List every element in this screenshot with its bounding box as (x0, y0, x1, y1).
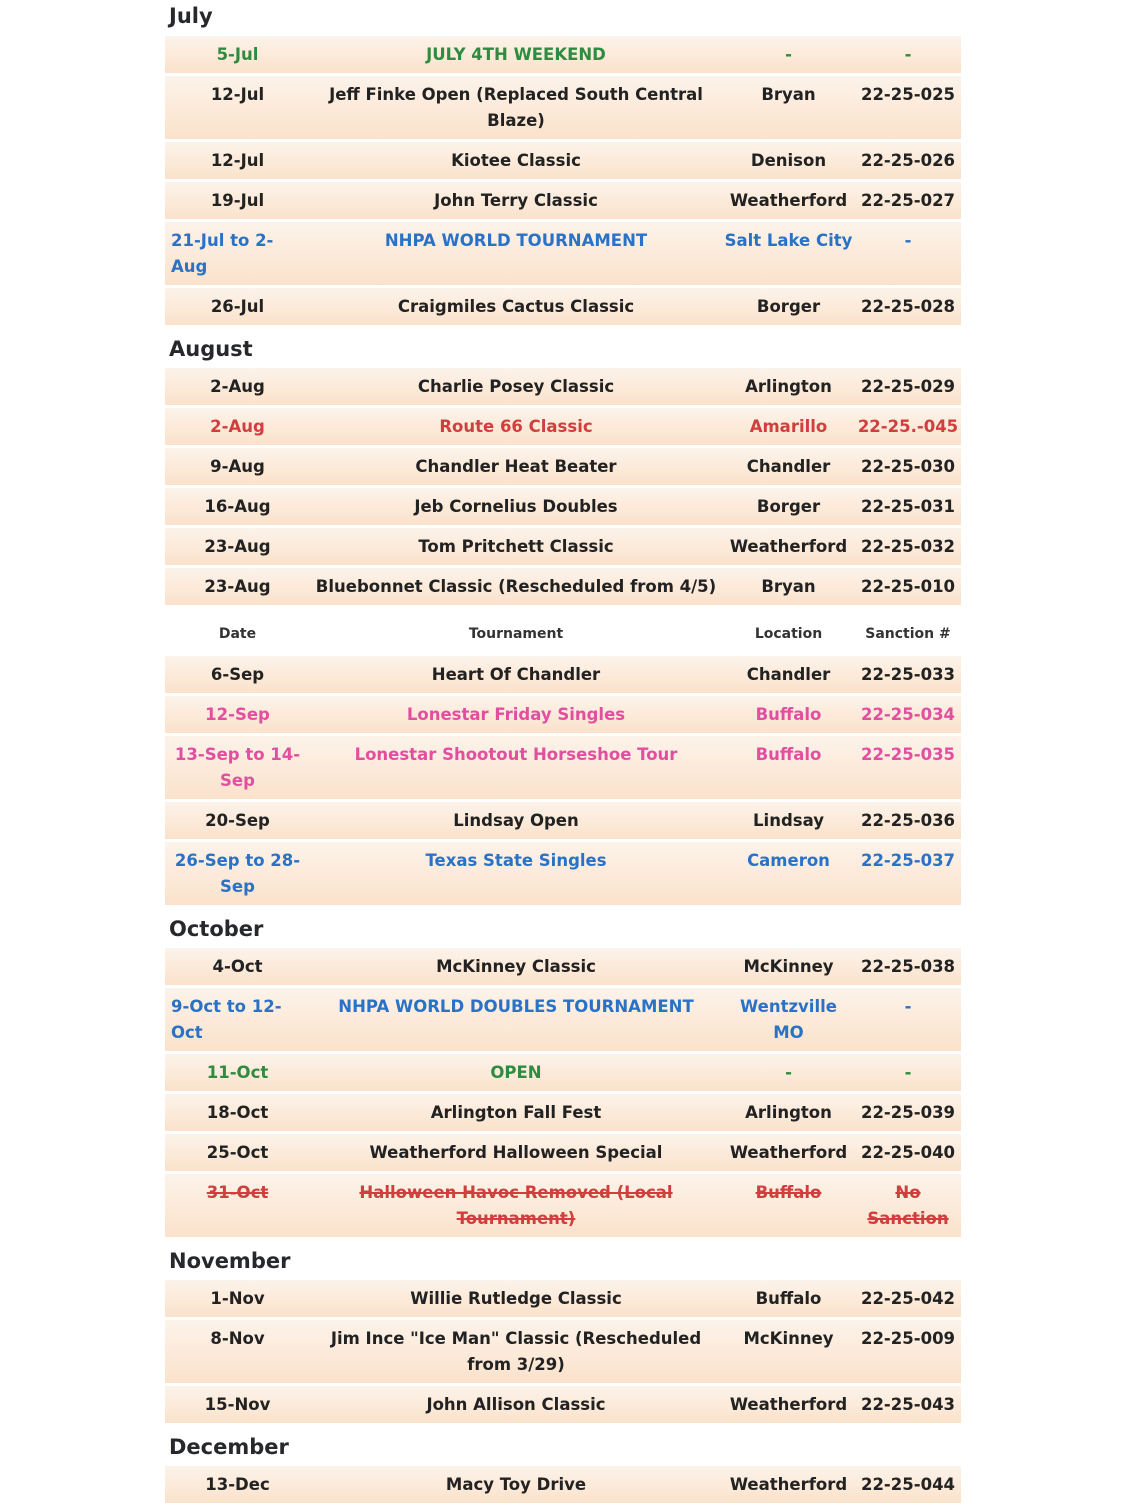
date-cell: 12-Jul (210, 85, 265, 104)
tournament-cell: Chandler Heat Beater (415, 457, 617, 476)
location-cell: Lindsay (753, 811, 824, 830)
sanction-cell: 22-25-033 (860, 665, 956, 684)
tournament-cell: NHPA WORLD TOURNAMENT (384, 231, 648, 250)
sanction-cell: 22-25-036 (860, 811, 956, 830)
section-gap (165, 1506, 961, 1510)
sanction-cell: - (904, 1063, 912, 1082)
tournament-cell: Jeb Cornelius Doubles (414, 497, 618, 516)
tournament-cell: Lindsay Open (453, 811, 579, 830)
schedule-row (165, 222, 961, 285)
tournament-cell: Tom Pritchett Classic (418, 537, 614, 556)
tournament-cell: OPEN (490, 1063, 542, 1082)
tournament-cell: Arlington Fall Fest (430, 1103, 602, 1122)
column-header-row (165, 612, 961, 656)
location-cell: - (785, 45, 792, 64)
date-cell: 9-Aug (210, 457, 265, 476)
date-cell: 11-Oct (206, 1063, 269, 1082)
date-cell: 13-Dec (205, 1475, 270, 1494)
location-cell: Chandler (746, 457, 831, 476)
date-cell: 23-Aug (204, 537, 271, 556)
location-cell: Buffalo (755, 745, 822, 764)
sanction-cell: - (904, 45, 912, 64)
schedule-row (165, 448, 961, 485)
schedule-row (165, 488, 961, 525)
date-cell: 9-Oct to 12-Oct (171, 997, 282, 1042)
schedule-row (165, 1280, 961, 1317)
schedule-row (165, 1466, 961, 1503)
location-cell: Bryan (761, 577, 816, 596)
schedule-row (165, 142, 961, 179)
location-cell: - (785, 1063, 792, 1082)
schedule-row (165, 696, 961, 733)
sanction-cell: 22-25-010 (860, 577, 956, 596)
schedule-row (165, 36, 961, 73)
tournament-cell: John Allison Classic (426, 1395, 606, 1414)
schedule-row (165, 568, 961, 605)
month-heading: October (169, 917, 264, 941)
date-cell: 23-Aug (204, 577, 271, 596)
tournament-cell: Lonestar Shootout Horseshoe Tour (354, 745, 678, 764)
date-cell: 21-Jul to 2-Aug (171, 231, 274, 276)
sanction-cell: - (904, 997, 912, 1016)
sanction-cell: 22-25-040 (860, 1143, 956, 1162)
location-cell: Denison (750, 151, 827, 170)
tournament-cell: Halloween Havoc Removed (Local Tournament) (359, 1183, 673, 1228)
date-cell: 6-Sep (210, 665, 265, 684)
date-cell: 2-Aug (210, 377, 265, 396)
schedule-row (165, 1134, 961, 1171)
schedule-row (165, 368, 961, 405)
location-cell: Buffalo (755, 1183, 822, 1202)
schedule-row (165, 802, 961, 839)
location-cell: Borger (756, 497, 821, 516)
schedule-row (165, 1320, 961, 1383)
date-cell: 12-Sep (205, 705, 270, 724)
schedule-row (165, 1054, 961, 1091)
date-cell: 2-Aug (210, 417, 265, 436)
date-cell: 18-Oct (206, 1103, 269, 1122)
location-cell: Weatherford (729, 1143, 848, 1162)
location-cell: Arlington (745, 377, 832, 396)
sanction-cell: 22-25-038 (860, 957, 956, 976)
sanction-cell: 22-25-030 (860, 457, 956, 476)
sanction-cell: 22-25-026 (860, 151, 956, 170)
month-heading: July (169, 4, 213, 28)
date-cell: 8-Nov (210, 1329, 265, 1348)
location-cell: Chandler (746, 665, 831, 684)
schedule-row (165, 288, 961, 325)
date-cell: 15-Nov (204, 1395, 271, 1414)
schedule-row (165, 736, 961, 799)
sanction-cell: 22-25-039 (860, 1103, 956, 1122)
sanction-cell: - (904, 231, 912, 250)
date-cell: 20-Sep (205, 811, 270, 830)
header-sanction: Sanction # (865, 626, 951, 642)
date-cell: 4-Oct (212, 957, 263, 976)
tournament-cell: Charlie Posey Classic (417, 377, 615, 396)
tournament-cell: Lonestar Friday Singles (406, 705, 626, 724)
location-cell: Amarillo (749, 417, 828, 436)
sanction-cell: 22-25.-045 (857, 417, 959, 436)
schedule-row (165, 1094, 961, 1131)
tournament-cell: Weatherford Halloween Special (369, 1143, 663, 1162)
sanction-cell: No Sanction (867, 1183, 949, 1228)
schedule-row (165, 1386, 961, 1423)
location-cell: Salt Lake City (724, 231, 853, 250)
schedule-row (165, 408, 961, 445)
sanction-cell: 22-25-044 (860, 1475, 956, 1494)
schedule-row (165, 76, 961, 139)
schedule-row (165, 842, 961, 905)
tournament-cell: Heart Of Chandler (431, 665, 601, 684)
month-heading: August (169, 337, 253, 361)
tournament-cell: Macy Toy Drive (445, 1475, 587, 1494)
date-cell: 16-Aug (204, 497, 271, 516)
schedule-row (165, 656, 961, 693)
location-cell: McKinney (743, 1329, 834, 1348)
header-tournament: Tournament (468, 626, 564, 642)
tournament-cell: Jim Ince "Ice Man" Classic (Rescheduled from 3/29) (330, 1329, 702, 1374)
sanction-cell: 22-25-025 (860, 85, 956, 104)
tournament-cell: Willie Rutledge Classic (410, 1289, 622, 1308)
tournament-cell: Craigmiles Cactus Classic (397, 297, 635, 316)
location-cell: Weatherford (729, 191, 848, 210)
header-date: Date (218, 626, 257, 642)
location-cell: Borger (756, 297, 821, 316)
date-cell: 25-Oct (206, 1143, 269, 1162)
location-cell: Buffalo (755, 705, 822, 724)
location-cell: Arlington (745, 1103, 832, 1122)
date-cell: 26-Sep to 28-Sep (174, 851, 301, 896)
location-cell: Weatherford (729, 1475, 848, 1494)
tournament-cell: Bluebonnet Classic (Rescheduled from 4/5) (315, 577, 717, 596)
tournament-cell: NHPA WORLD DOUBLES TOURNAMENT (338, 997, 694, 1016)
sanction-cell: 22-25-043 (860, 1395, 956, 1414)
sanction-cell: 22-25-037 (860, 851, 956, 870)
tournament-cell: Kiotee Classic (451, 151, 581, 170)
month-heading: November (169, 1249, 291, 1273)
tournament-cell: Route 66 Classic (439, 417, 593, 436)
schedule-row (165, 528, 961, 565)
location-cell: Weatherford (729, 537, 848, 556)
date-cell: 1-Nov (210, 1289, 265, 1308)
date-cell: 12-Jul (210, 151, 265, 170)
sanction-cell: 22-25-009 (860, 1329, 956, 1348)
tournament-cell: John Terry Classic (434, 191, 598, 210)
tournament-cell: Texas State Singles (425, 851, 607, 870)
date-cell: 31-Oct (206, 1183, 269, 1202)
location-cell: Buffalo (755, 1289, 822, 1308)
date-cell: 26-Jul (210, 297, 265, 316)
tournament-cell: McKinney Classic (436, 957, 596, 976)
sanction-cell: 22-25-027 (860, 191, 956, 210)
sanction-cell: 22-25-031 (860, 497, 956, 516)
location-cell: McKinney (743, 957, 834, 976)
month-heading: December (169, 1435, 289, 1459)
schedule-row (165, 1174, 961, 1237)
date-cell: 19-Jul (210, 191, 265, 210)
date-cell: 13-Sep to 14-Sep (174, 745, 301, 790)
location-cell: Wentzville MO (740, 997, 837, 1042)
sanction-cell: 22-25-035 (860, 745, 956, 764)
schedule-row (165, 988, 961, 1051)
location-cell: Bryan (761, 85, 816, 104)
tournament-cell: Jeff Finke Open (Replaced South Central Blaze) (329, 85, 703, 130)
location-cell: Cameron (747, 851, 830, 870)
sanction-cell: 22-25-042 (860, 1289, 956, 1308)
sanction-cell: 22-25-032 (860, 537, 956, 556)
sanction-cell: 22-25-029 (860, 377, 956, 396)
sanction-cell: 22-25-034 (860, 705, 956, 724)
schedule-row (165, 182, 961, 219)
date-cell: 5-Jul (216, 45, 259, 64)
schedule-table (165, 0, 961, 1510)
tournament-cell: JULY 4TH WEEKEND (426, 45, 606, 64)
sanction-cell: 22-25-028 (860, 297, 956, 316)
header-location: Location (754, 626, 823, 642)
location-cell: Weatherford (729, 1395, 848, 1414)
schedule-row (165, 948, 961, 985)
